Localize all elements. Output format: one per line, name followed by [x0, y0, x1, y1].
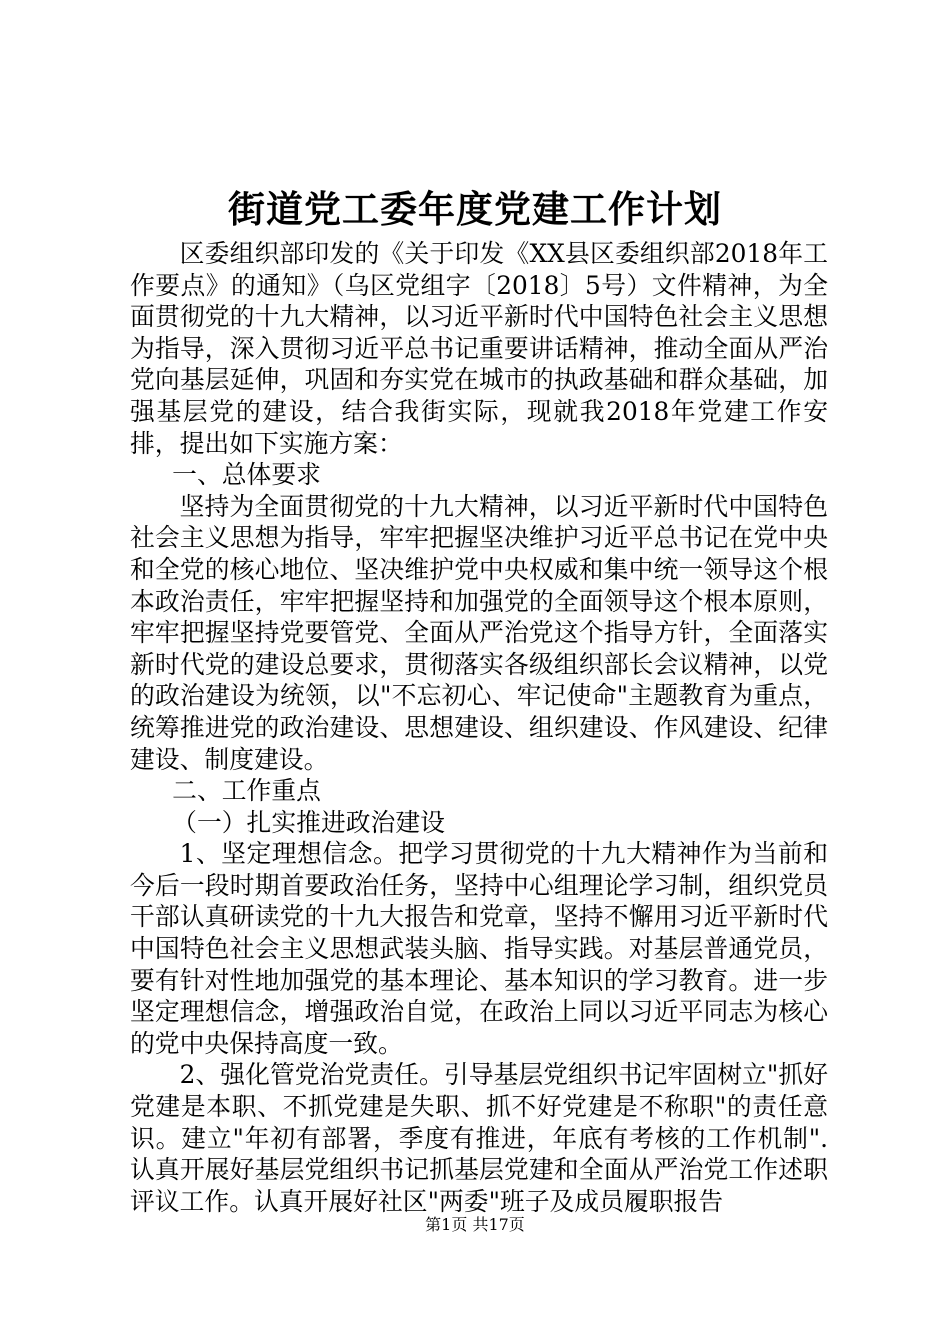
section-heading-work-focus: 二、工作重点 — [172, 776, 321, 806]
intro-paragraph: 区委组织部印发的《关于印发《XX县区委组织部2018年工作要点》的通知》（乌区党组字〔2018〕5号）文件精神，为全面贯彻党的十九大精神，以习近平新时代中国特色社会主义思想为指导，深入贯彻习近平总书记重要讲话精神，推动全面从严治党向基层延伸，巩固和夯实党在城市的执政基础和群众基础，加强基层党的建设，结合我街实际，现就我2018年党建工作安排，提出如下实施方案： — [130, 239, 828, 458]
section-heading-general-requirements: 一、总体要求 — [172, 460, 321, 490]
item-paragraph-ideals: 1、坚定理想信念。把学习贯彻党的十九大精神作为当前和今后一段时期首要政治任务，坚持中心组理论学习制，组织党员干部认真研读党的十九大报告和党章，坚持不懈用习近平新时代中国特色社会主义思想武装头脑、指导实践。对基层普通党员，要有针对性地加强党的基本理论、基本知识的学习教育。进一步坚定理想信念，增强政治自觉，在政治上同以习近平同志为核心的党中央保持高度一致。 — [130, 839, 828, 1058]
document-body — [130, 238, 828, 1217]
item-paragraph-responsibility: 2、强化管党治党责任。引导基层党组织书记牢固树立"抓好党建是本职、不抓党建是失职、抓不好党建是不称职"的责任意识。建立"年初有部署，季度有推进，年底有考核的工作机制".认真开展好基层党组织书记抓基层党建和全面从严治党工作述职评议工作。认真开展好社区"两委"班子及成员履职报告 — [130, 1060, 828, 1216]
page-footer: 第1页 共17页 — [425, 1215, 525, 1234]
document-title: 街道党工委年度党建工作计划 — [228, 187, 722, 231]
subsection-heading-political-construction: （一）扎实推进政治建设 — [172, 807, 445, 837]
general-requirements-paragraph: 坚持为全面贯彻党的十九大精神，以习近平新时代中国特色社会主义思想为指导，牢牢把握坚决维护习近平总书记在党中央和全党的核心地位、坚决维护党中央权威和集中统一领导这个根本政治责任，牢牢把握坚持和加强党的全面领导这个根本原则，牢牢把握坚持党要管党、全面从严治党这个指导方针，全面落实新时代党的建设总要求，贯彻落实各级组织部长会议精神，以党的政治建设为统领，以"不忘初心、牢记使命"主题教育为重点，统筹推进党的政治建设、思想建设、组织建设、作风建设、纪律建设、制度建设。 — [130, 491, 828, 774]
